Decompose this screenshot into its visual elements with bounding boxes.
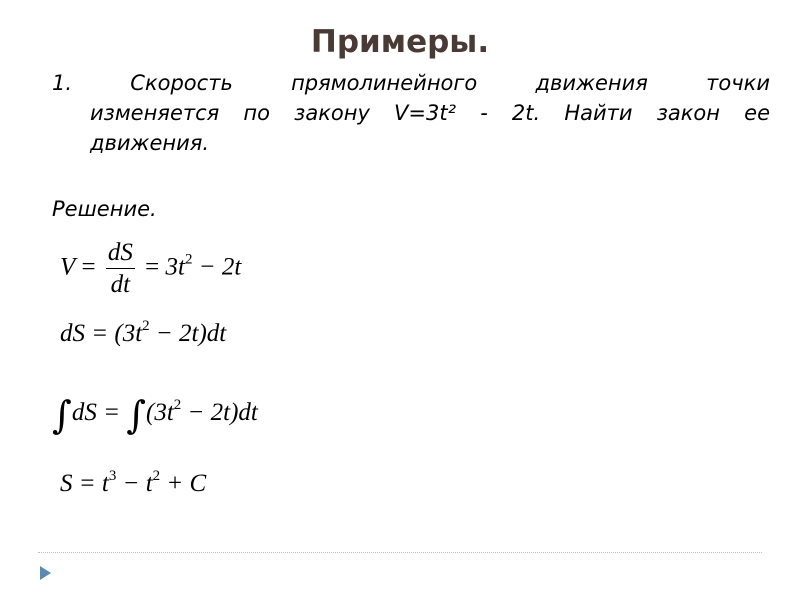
eq4-b: − t xyxy=(116,470,153,497)
eq1-rhs-b: − 2t xyxy=(192,253,242,281)
eq4-exp1: 3 xyxy=(108,468,117,484)
eq1-lhs: V xyxy=(60,253,76,281)
eq1-numerator: dS xyxy=(106,240,135,269)
eq4-a: S = t xyxy=(60,470,109,497)
problem-line-2: изменяется по закону V=3t² - 2t. Найти закон ее xyxy=(90,101,770,125)
eq2-a: dS = (3t xyxy=(60,320,143,347)
eq2-b: − 2t)dt xyxy=(149,320,227,347)
equation-differential xyxy=(60,320,226,348)
slide-title: Примеры. xyxy=(310,24,490,60)
eq3-exp: 2 xyxy=(173,397,182,413)
eq1-rhs-exp: 2 xyxy=(184,251,193,268)
triangle-right-icon xyxy=(40,566,51,580)
problem-statement xyxy=(52,68,770,158)
integral-sign-icon: ∫ xyxy=(126,393,146,437)
eq4-c: + C xyxy=(160,470,207,497)
equation-integral xyxy=(52,393,258,437)
eq3-c: − 2t)dt xyxy=(181,399,258,426)
eq2-exp: 2 xyxy=(142,318,150,334)
eq3-b: (3t xyxy=(146,399,174,426)
eq3-a: dS = xyxy=(71,399,127,426)
eq4-exp2: 2 xyxy=(152,468,161,484)
equation-result xyxy=(60,470,206,498)
problem-line-1: 1. Скорость прямолинейного движения точки xyxy=(52,71,770,95)
problem-line-3: движения. xyxy=(90,131,210,155)
equation-velocity: V = $\frac{dS}{dt}$ = $3t^2 - 2t$ xyxy=(60,239,242,298)
footer-divider xyxy=(38,552,762,553)
solution-label: Решение. xyxy=(52,197,157,221)
eq1-denominator: dt xyxy=(110,271,131,298)
integral-sign-icon: ∫ xyxy=(52,393,72,437)
eq1-rhs-a: 3t xyxy=(165,253,185,281)
eq1-fraction xyxy=(106,240,135,298)
